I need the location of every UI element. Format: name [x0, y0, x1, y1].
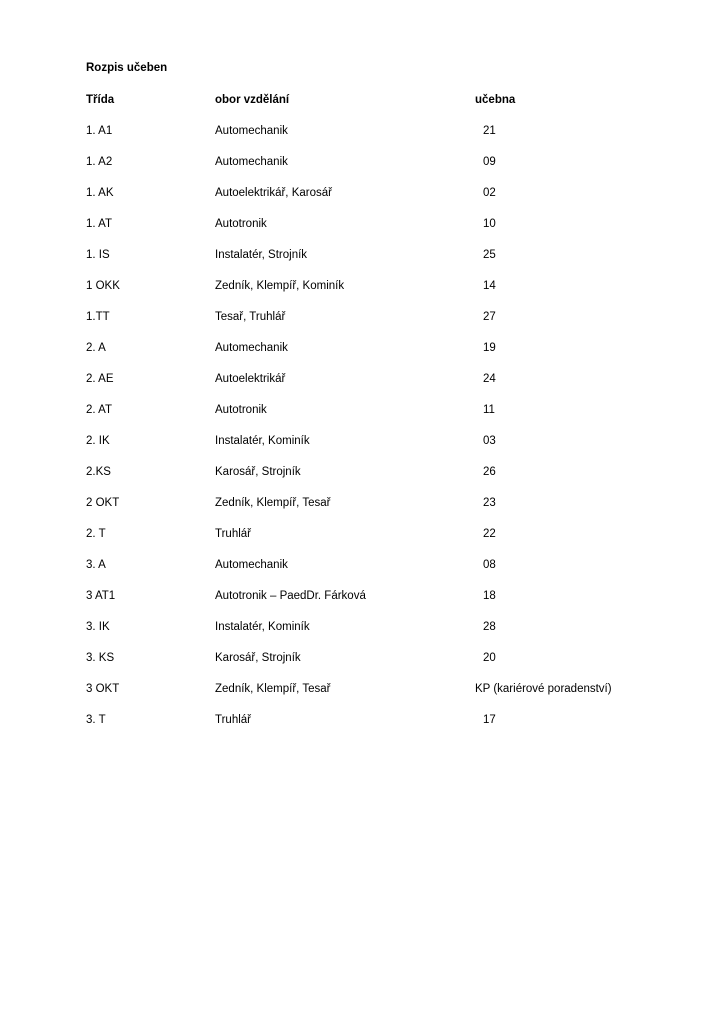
document-title: Rozpis učeben: [86, 62, 168, 74]
room-cell: 14: [483, 280, 496, 292]
class-cell: 3. A: [86, 559, 106, 571]
room-cell: 22: [483, 528, 496, 540]
table-row: [86, 403, 666, 434]
table-row: [86, 186, 666, 217]
field-cell: Automechanik: [215, 125, 288, 137]
field-cell: Autoelektrikář, Karosář: [215, 187, 332, 199]
room-cell: 11: [483, 404, 495, 416]
class-cell: 3. T: [86, 714, 106, 726]
room-cell: 25: [483, 249, 496, 261]
table-row: [86, 372, 666, 403]
class-cell: 3. IK: [86, 621, 110, 633]
field-cell: Zedník, Klempíř, Kominík: [215, 280, 345, 292]
class-cell: 2. A: [86, 342, 106, 354]
class-cell: 2. IK: [86, 435, 110, 447]
room-cell: 17: [483, 714, 496, 726]
room-cell: KP (kariérové poradenství): [475, 683, 612, 695]
field-cell: Instalatér, Kominík: [215, 435, 310, 447]
room-cell: 02: [483, 187, 496, 199]
table-row: [86, 124, 666, 155]
table-row: [86, 558, 666, 589]
class-cell: 2. AT: [86, 404, 112, 416]
table-row: [86, 713, 666, 744]
field-cell: Automechanik: [215, 559, 288, 571]
room-cell: 28: [483, 621, 496, 633]
field-cell: Truhlář: [215, 528, 251, 540]
room-cell: 09: [483, 156, 496, 168]
field-cell: Zedník, Klempíř, Tesař: [215, 497, 331, 509]
field-cell: Zedník, Klempíř, Tesař: [215, 683, 331, 695]
table-row: [86, 279, 666, 310]
table-row: [86, 620, 666, 651]
field-cell: Karosář, Strojník: [215, 466, 301, 478]
class-cell: 1.TT: [86, 311, 110, 323]
room-cell: 10: [483, 218, 496, 230]
class-cell: 2 OKT: [86, 497, 120, 509]
column-header-field: obor vzdělání: [215, 94, 290, 106]
table-row: [86, 434, 666, 465]
room-cell: 21: [483, 125, 496, 137]
table-header-row: [86, 93, 666, 124]
field-cell: Autotronik – PaedDr. Fárková: [215, 590, 366, 602]
column-header-class: Třída: [86, 94, 115, 106]
table-row: [86, 589, 666, 620]
room-cell: 18: [483, 590, 496, 602]
table-body: [86, 124, 666, 744]
room-cell: 23: [483, 497, 496, 509]
room-cell: 24: [483, 373, 496, 385]
table-row: [86, 682, 666, 713]
room-cell: 27: [483, 311, 496, 323]
class-cell: 3 OKT: [86, 683, 120, 695]
field-cell: Instalatér, Kominík: [215, 621, 310, 633]
class-cell: 3. KS: [86, 652, 115, 664]
table-row: [86, 155, 666, 186]
table-row: [86, 248, 666, 279]
room-cell: 20: [483, 652, 496, 664]
field-cell: Autotronik: [215, 404, 267, 416]
table-row: [86, 651, 666, 682]
classroom-table: [86, 93, 666, 744]
table-row: [86, 465, 666, 496]
class-cell: 1. AT: [86, 218, 112, 230]
table-row: [86, 341, 666, 372]
table-row: [86, 310, 666, 341]
class-cell: 1 OKK: [86, 280, 120, 292]
field-cell: Automechanik: [215, 342, 288, 354]
field-cell: Autotronik: [215, 218, 267, 230]
class-cell: 1. IS: [86, 249, 110, 261]
room-cell: 03: [483, 435, 496, 447]
field-cell: Instalatér, Strojník: [215, 249, 308, 261]
column-header-room: učebna: [475, 94, 516, 106]
field-cell: Automechanik: [215, 156, 288, 168]
table-row: [86, 496, 666, 527]
room-cell: 08: [483, 559, 496, 571]
table-row: [86, 527, 666, 558]
class-cell: 3 AT1: [86, 590, 116, 602]
field-cell: Truhlář: [215, 714, 251, 726]
class-cell: 1. A1: [86, 125, 113, 137]
room-cell: 26: [483, 466, 496, 478]
room-cell: 19: [483, 342, 496, 354]
class-cell: 1. AK: [86, 187, 114, 199]
class-cell: 2. T: [86, 528, 106, 540]
class-cell: 2. AE: [86, 373, 114, 385]
field-cell: Karosář, Strojník: [215, 652, 301, 664]
class-cell: 1. A2: [86, 156, 113, 168]
field-cell: Tesař, Truhlář: [215, 311, 286, 323]
table-row: [86, 217, 666, 248]
class-cell: 2.KS: [86, 466, 111, 478]
field-cell: Autoelektrikář: [215, 373, 286, 385]
